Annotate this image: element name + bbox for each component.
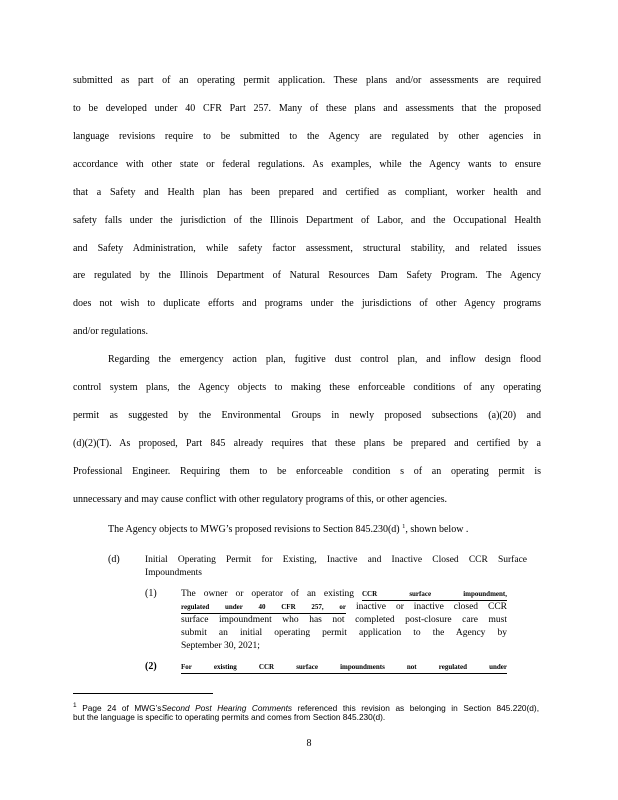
footnote-number: 1 bbox=[73, 702, 77, 709]
section-heading: Impoundments bbox=[145, 568, 202, 578]
footnote-line: but the language is specific to operating permits and comes from Section 845.230(d). bbox=[73, 712, 386, 722]
body-line: Professional Engineer. Requiring them to be enforceable condition s of an operating permit is bbox=[73, 466, 541, 477]
body-line: language revisions require to be submitted to the Agency are regulated by other agencies in bbox=[73, 131, 541, 142]
item-line: surface impoundment who has not completed post-closure care must bbox=[181, 615, 507, 625]
intro-text: The Agency objects to MWG’s proposed revisions to Section 845.230(d) bbox=[108, 524, 400, 535]
body-line: unnecessary and may cause conflict with other regulatory programs of this, or other agencies. bbox=[73, 494, 448, 505]
document-title: Second Post Hearing Comments bbox=[161, 703, 293, 713]
body-line: permit as suggested by the Environmental Groups in newly proposed subsections (a)(20) and bbox=[73, 410, 541, 421]
intro-line bbox=[108, 520, 528, 536]
footnote-reference[interactable]: 1 bbox=[402, 523, 406, 530]
inserted-text: regulated under 40 CFR 257, or bbox=[181, 602, 346, 614]
section-heading: Initial Operating Permit for Existing, Inactive and Inactive Closed CCR Surface bbox=[145, 555, 527, 565]
item-line: submit an initial operating permit application to the Agency by bbox=[181, 628, 507, 638]
item-line: The owner or operator of an existing CCR surface impoundment, bbox=[181, 589, 507, 599]
body-line: Regarding the emergency action plan, fugitive dust control plan, and inflow design flood bbox=[108, 354, 541, 365]
body-line: submitted as part of an operating permit application. These plans and/or assessments are required bbox=[73, 75, 541, 86]
item-line: September 30, 2021; bbox=[181, 641, 260, 651]
body-line: are regulated by the Illinois Department of Natural Resources Dam Safety Program. The Agency bbox=[73, 270, 541, 281]
body-line: control system plans, the Agency objects to making these enforceable conditions of any operating bbox=[73, 382, 541, 393]
body-line: that a Safety and Health plan has been prepared and certified as compliant, worker health and bbox=[73, 187, 541, 198]
item-marker: (1) bbox=[145, 588, 157, 599]
body-line: does not wish to duplicate efforts and programs under the jurisdictions of other Agency programs bbox=[73, 298, 541, 309]
footnote-separator bbox=[73, 693, 213, 694]
section-marker: (d) bbox=[108, 554, 120, 565]
inserted-text: For existing CCR surface impoundments not regulated under bbox=[181, 662, 507, 674]
body-line: (d)(2)(T). As proposed, Part 845 already requires that these plans be prepared and certified by a bbox=[73, 438, 541, 449]
body-line: and Safety Administration, while safety factor assessment, structural stability, and related issues bbox=[73, 243, 541, 254]
footnote-line: $^1$ Page 24 of MWG’sSecond Post Hearing Comments referenced this revision as belonging in Section 845.220(d), bbox=[73, 702, 539, 713]
body-line: to be developed under 40 CFR Part 257. Many of these plans and assessments that the proposed bbox=[73, 103, 541, 114]
intro-tail: , shown below . bbox=[405, 524, 469, 535]
inserted-text: CCR surface impoundment, bbox=[362, 589, 507, 601]
item-marker: (2) bbox=[145, 661, 157, 672]
page-number: 8 bbox=[306, 738, 312, 749]
body-line: accordance with other state or federal regulations. As examples, while the Agency wants to ensure bbox=[73, 159, 541, 170]
body-line: and/or regulations. bbox=[73, 326, 148, 337]
body-line: safety falls under the jurisdiction of the Illinois Department of Labor, and the Occupational Health bbox=[73, 215, 541, 226]
item-line: regulated under 40 CFR 257, or inactive or inactive closed CCR bbox=[181, 602, 508, 612]
